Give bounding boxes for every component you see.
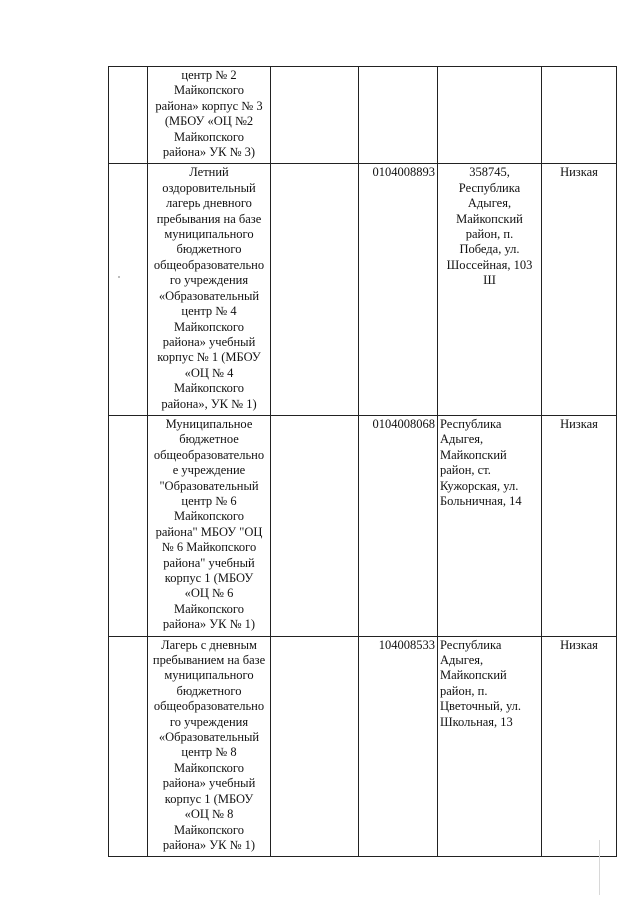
- inn-code-cell: [359, 67, 438, 164]
- facility-name-cell: центр № 2 Майкопского района» корпус № 3 (МБОУ «ОЦ №2 Майкопского района» УК № 3): [148, 67, 271, 164]
- inn-code-cell: 0104008068: [359, 415, 438, 636]
- scan-speck: [118, 276, 120, 278]
- row-number-cell: [109, 164, 148, 416]
- table-row: [109, 164, 617, 416]
- address-cell: [438, 67, 542, 164]
- table-row: [109, 67, 617, 164]
- table-row: [109, 636, 617, 857]
- address-cell: Республика Адыгея, Майкопский район, п. Цветочный, ул. Школьная, 13: [438, 636, 542, 857]
- facility-name-cell: Летний оздоровительный лагерь дневного пребывания на базе муниципального бюджетного общеобразовательно го учреждения «Образовательный центр № 4 Майкопского района» учебный корпус № 1 (МБОУ «ОЦ № 4 Майкопского района», УК № 1): [148, 164, 271, 416]
- row-number-cell: [109, 67, 148, 164]
- facility-registry-table: [108, 66, 617, 857]
- row-number-cell: [109, 415, 148, 636]
- inn-code-cell: 0104008893: [359, 164, 438, 416]
- risk-level-cell: Низкая: [542, 636, 617, 857]
- risk-level-cell: Низкая: [542, 415, 617, 636]
- empty-cell: [271, 636, 359, 857]
- address-cell: 358745, Республика Адыгея, Майкопский район, п. Победа, ул. Шоссейная, 103 Ш: [438, 164, 542, 416]
- empty-cell: [271, 415, 359, 636]
- empty-cell: [271, 67, 359, 164]
- scan-edge-line: [599, 840, 600, 895]
- risk-level-cell: [542, 67, 617, 164]
- address-cell: Республика Адыгея, Майкопский район, ст. Кужорская, ул. Больничная, 14: [438, 415, 542, 636]
- row-number-cell: [109, 636, 148, 857]
- facility-name-cell: Муниципальное бюджетное общеобразовательно е учреждение "Образовательный центр № 6 Майкопского района" МБОУ "ОЦ № 6 Майкопского района" учебный корпус 1 (МБОУ «ОЦ № 6 Майкопского района» УК № 1): [148, 415, 271, 636]
- empty-cell: [271, 164, 359, 416]
- table-row: [109, 415, 617, 636]
- facility-name-cell: Лагерь с дневным пребыванием на базе муниципального бюджетного общеобразовательно го учреждения «Образовательный центр № 8 Майкопского района» учебный корпус 1 (МБОУ «ОЦ № 8 Майкопского района» УК № 1): [148, 636, 271, 857]
- risk-level-cell: Низкая: [542, 164, 617, 416]
- inn-code-cell: 104008533: [359, 636, 438, 857]
